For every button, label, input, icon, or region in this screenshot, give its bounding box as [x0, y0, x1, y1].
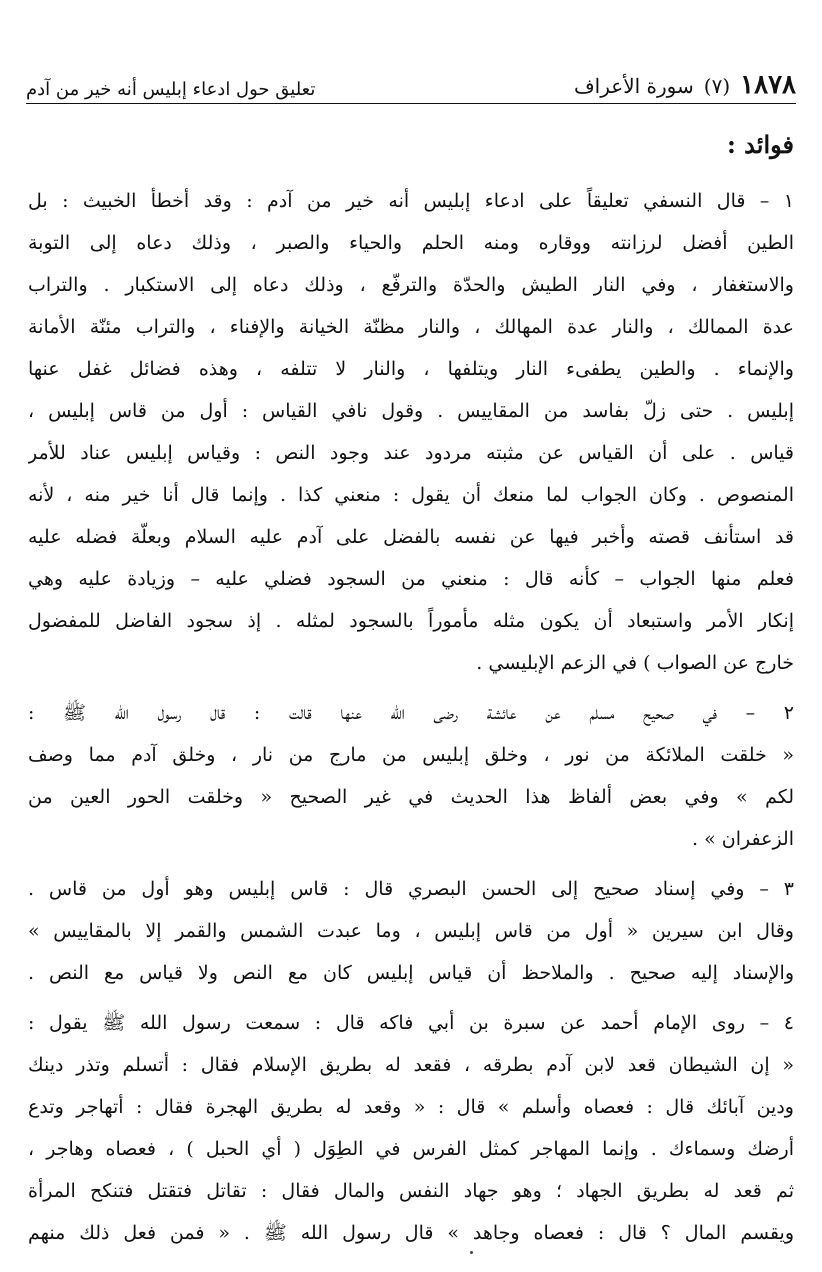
text-line: ويقسم المال ؟ قال : فعصاه وجاهد » قال رسول الله ﷺ . « فمن فعل ذلك منهم	[28, 1222, 794, 1244]
text-line: لكم » وفي بعض ألفاظ هذا الحديث في غير الصحيح « وخلقت الحور العين من	[28, 786, 794, 808]
surah-name: سورة الأعراف	[573, 74, 694, 98]
text-line: ١ – قال النسفي تعليقاً على ادعاء إبليس أنه خير من آدم : وقد أخطأ الخبيث : بل	[28, 190, 794, 212]
text-line: ٣ – وفي إسناد صحيح إلى الحسن البصري قال : قاس إبليس وهو أول من قاس .	[28, 878, 794, 900]
paragraph-2	[28, 692, 794, 860]
text-line: الزعفران » .	[692, 828, 794, 850]
text-line: ٤ – روى الإمام أحمد عن سبرة بن أبي فاكه قال : سمعت رسول الله ﷺ يقول :	[28, 1012, 794, 1034]
page-dot	[470, 1251, 473, 1254]
text-line: الطين أفضل لرزانته ووقاره ومنه الحلم والحياء والصبر ، وذلك دعاه إلى التوبة	[28, 232, 794, 254]
header-page-info	[574, 70, 796, 100]
text-line: فعلم منها الجواب – كأنه قال : منعني من السجود فضلي عليه – وزيادة عليه وهي	[28, 568, 794, 590]
text-line: أرضك وسماءك . وإنما المهاجر كمثل الفرس في الطِوَل ( أي الحبل ) ، فعصاه وهاجر ،	[28, 1138, 794, 1160]
paragraph-3	[28, 868, 794, 994]
text-line: والإنماء . والطين يطفىء النار ويتلفها ، والنار لا تتلفه ، وهذه فضائل غفل عنها	[28, 358, 794, 380]
text-line: ٢ – في صحيح مسلم عن عائشة رضى الله عنها قالت : قال رسول الله ﷺ :	[28, 702, 794, 724]
text-line: إنكار الأمر واستبعاد أن يكون مثله مأموراً بالسجود لمثله . إذ سجود الفاضل للمفضول	[28, 610, 794, 632]
text-line: ثم قعد له بطريق الجهاد ؛ وهو جهاد النفس والمال فقال : تقاتل فتقتل فتنكح المرأة	[28, 1180, 794, 1202]
page-number: ١٨٧٨	[740, 70, 796, 100]
text-line: وقال ابن سيرين « أول من قاس إبليس ، وما عبدت الشمس والقمر إلا بالمقاييس »	[28, 920, 794, 942]
text-line: المنصوص . وكان الجواب لما منعك أن يقول : منعني كذا . وإنما قال أنا خير منه ، لأنه	[28, 484, 794, 506]
text-line: « خلقت الملائكة من نور ، وخلق إبليس من مارج من نار ، وخلق آدم مما وصف	[28, 744, 794, 766]
text-line: والاستغفار ، وفي النار الطيش والحدّة والترفّع ، وذلك دعاه إلى الاستكبار . والتراب	[28, 274, 794, 296]
text-line: « إن الشيطان قعد لابن آدم بطرقه ، فقعد له بطريق الإسلام فقال : أتسلم وتذر دينك	[28, 1054, 794, 1076]
text-line: عدة الممالك ، والنار عدة المهالك ، والنار مظنّة الخيانة والإفناء ، والتراب مئنّة الأمانة	[28, 316, 794, 338]
text-line: قد استأنف قصته وأخبر فيها عن نفسه بالفضل على آدم عليه السلام وبعلّة فضله عليه	[28, 526, 794, 548]
paragraph-1	[28, 180, 794, 684]
header-divider	[26, 103, 796, 104]
text-line: والإسناد إليه صحيح . والملاحظ أن قياس إبليس كان مع النص ولا قياس مع النص .	[28, 962, 794, 984]
running-header	[26, 70, 796, 100]
text-line: ودين آبائك قال : فعصاه وأسلم » قال : « وقعد له بطريق الهجرة فقال : أتهاجر وتدع	[28, 1096, 794, 1118]
paragraph-4	[28, 1002, 794, 1254]
header-title: تعليق حول ادعاء إبليس أنه خير من آدم	[26, 79, 316, 100]
text-line: إبليس . حتى زلّ بفاسد من المقاييس . وقول نافي القياس : أول من قاس إبليس ،	[28, 400, 794, 422]
text-line: خارج عن الصواب ) في الزعم الإبليسي .	[476, 652, 794, 674]
chapter-number: (٧)	[703, 74, 731, 98]
text-line: قياس . على أن القياس عن مثبته مردود عند وجود النص : وقياس إبليس عناد للأمر	[28, 442, 794, 464]
section-heading: فوائد :	[726, 130, 794, 159]
body-text	[28, 180, 794, 1262]
